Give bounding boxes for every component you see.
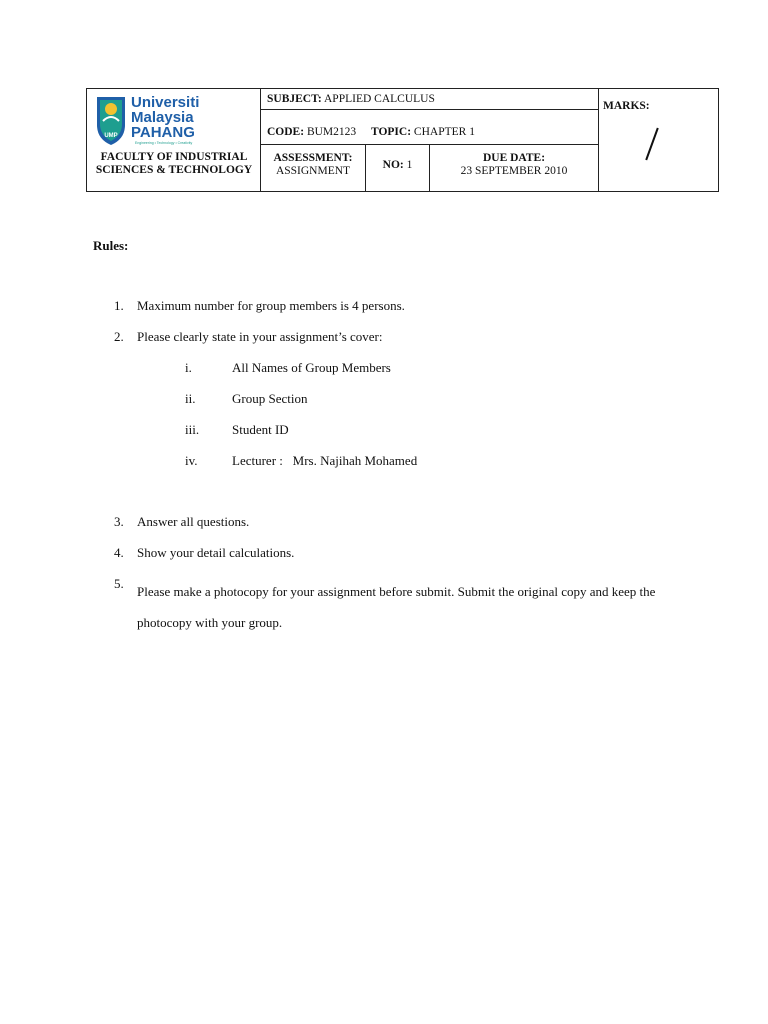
rule-item: Please clearly state in your assignment’s cover:	[137, 329, 383, 344]
list-number: 4.	[114, 545, 124, 560]
rule-item: Please make a photocopy for your assignment before submit. Submit the original copy and keep the photocopy with your group.	[137, 584, 656, 630]
number-label: NO:	[382, 159, 404, 171]
svg-text:Universiti: Universiti	[131, 94, 200, 111]
sub-item: Lecturer : Mrs. Najihah Mohamed	[232, 453, 418, 468]
svg-text:UMP: UMP	[104, 133, 118, 139]
sub-list-number: i.	[185, 360, 192, 375]
assessment-field	[261, 152, 365, 178]
marks-slash	[645, 128, 659, 161]
svg-text:Malaysia: Malaysia	[131, 109, 194, 126]
list-number: 3.	[114, 514, 124, 529]
list-number: 1.	[114, 298, 124, 313]
divider	[260, 109, 598, 110]
sub-item: Group Section	[232, 391, 308, 406]
topic-value: CHAPTER 1	[413, 126, 475, 138]
rule-item: Answer all questions.	[137, 514, 250, 529]
subject-label: SUBJECT:	[267, 93, 322, 105]
due-date-label: DUE DATE:	[482, 152, 546, 164]
number-value: 1	[406, 159, 413, 171]
due-date-value: 23 SEPTEMBER 2010	[460, 165, 568, 177]
marks-field	[603, 100, 650, 113]
code-label: CODE:	[267, 126, 305, 138]
due-date-field	[430, 152, 598, 178]
sub-list-number: iii.	[185, 422, 200, 437]
sub-list-number: ii.	[185, 391, 196, 406]
assessment-label: ASSESSMENT:	[273, 152, 353, 164]
topic-label: TOPIC:	[371, 126, 412, 138]
code-value: BUM2123	[306, 126, 357, 138]
svg-text:Engineering • Technology • Cre: Engineering • Technology • Creativity	[135, 141, 193, 145]
marks-label: MARKS:	[603, 100, 650, 112]
faculty-name: FACULTY OF INDUSTRIAL SCIENCES & TECHNOLOGY	[95, 151, 253, 176]
subject-field	[267, 93, 435, 106]
list-number: 5.	[114, 576, 124, 591]
assessment-value: ASSIGNMENT	[275, 165, 351, 177]
svg-text:PAHANG: PAHANG	[131, 124, 195, 141]
rule-item: Maximum number for group members is 4 persons.	[137, 298, 405, 313]
sub-list-number: iv.	[185, 453, 198, 468]
number-field	[366, 159, 429, 172]
university-logo	[95, 91, 245, 147]
list-number: 2.	[114, 329, 124, 344]
divider	[598, 89, 599, 191]
header-table	[86, 88, 719, 192]
sub-item: All Names of Group Members	[232, 360, 391, 375]
code-field	[267, 126, 356, 139]
divider	[260, 144, 598, 145]
subject-value: APPLIED CALCULUS	[324, 93, 435, 105]
rule-item: Show your detail calculations.	[137, 545, 295, 560]
topic-field	[371, 126, 475, 139]
sub-item: Student ID	[232, 422, 289, 437]
rules-heading: Rules:	[93, 238, 129, 253]
